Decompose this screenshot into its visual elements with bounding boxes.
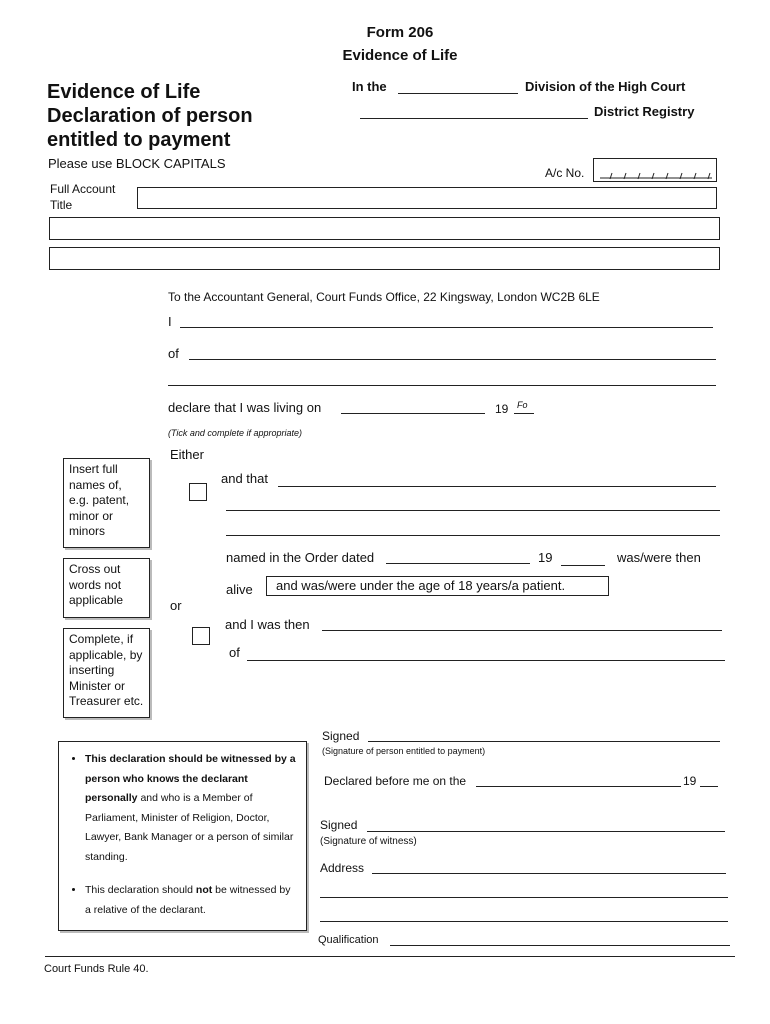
declared-year-label: 19 [683, 774, 697, 788]
and-that-field-1[interactable] [278, 486, 716, 487]
district-field[interactable] [360, 118, 588, 119]
district-label: District Registry [594, 104, 695, 119]
either-checkbox[interactable] [189, 483, 207, 501]
declared-date-field[interactable] [476, 786, 681, 787]
and-that-label: and that [221, 471, 268, 486]
title-line-3: entitled to payment [47, 129, 231, 151]
declarant-name-field[interactable] [180, 327, 713, 328]
witness-signature-caption: (Signature of witness) [320, 836, 417, 847]
order-year-label: 19 [538, 550, 553, 565]
living-on-label: declare that I was living on [168, 400, 322, 415]
account-title-field-1[interactable] [137, 187, 717, 209]
form-name: Evidence of Life [342, 47, 458, 64]
complete-if-note: Complete, if applicable, by inserting Minister or Treasurer etc. [63, 628, 150, 718]
qualification-field[interactable] [390, 945, 730, 946]
qualification-label: Qualification [318, 934, 379, 946]
witness-address-field-3[interactable] [320, 921, 728, 922]
witness-address-field-1[interactable] [372, 873, 726, 874]
and-i-was-then-label: and I was then [225, 617, 310, 632]
witness-signed-label: Signed [320, 818, 358, 832]
account-title-field-3[interactable] [49, 247, 720, 270]
in-the-label: In the [352, 79, 387, 94]
account-title-field-2[interactable] [49, 217, 720, 240]
title-line-2: Declaration of person [47, 105, 253, 127]
declarant-address-field-2[interactable] [168, 385, 716, 386]
payee-signature-field[interactable] [368, 741, 720, 742]
witness-notes-list [67, 750, 298, 920]
tick-note: (Tick and complete if appropriate) [168, 428, 302, 438]
account-number-dividers [594, 159, 716, 181]
living-year-field[interactable] [514, 413, 534, 414]
or-label: or [170, 598, 182, 613]
living-date-field[interactable] [341, 413, 485, 414]
order-date-field[interactable] [386, 563, 530, 564]
title-line-1: Evidence of Life [47, 81, 201, 103]
cross-out-note: Cross out words not applicable [63, 558, 150, 618]
account-number-label: A/c No. [545, 166, 585, 180]
either-label: Either [170, 447, 204, 462]
division-label: Division of the High Court [525, 79, 686, 94]
and-that-field-2[interactable] [226, 510, 720, 511]
insert-names-note: Insert full names of, e.g. patent, minor or minors [63, 458, 150, 548]
declared-before-label: Declared before me on the [324, 774, 467, 788]
or-checkbox[interactable] [192, 627, 210, 645]
witness-signature-field[interactable] [367, 831, 725, 832]
page-title [47, 80, 253, 152]
capacity-field[interactable] [322, 630, 722, 631]
and-that-field-3[interactable] [226, 535, 720, 536]
capacity-of-field[interactable] [247, 660, 725, 661]
declarant-address-field-1[interactable] [189, 359, 716, 360]
division-field[interactable] [398, 93, 518, 94]
witness-note-1: • This declaration should be witnessed by a person who knows the declarant personally and who is a Member of Parliament, Minister of Religion, Doctor, Lawyer, Bank Manager or a person of similar standing. [85, 750, 298, 867]
of-label-2: of [229, 645, 240, 660]
address-label: Address [320, 861, 365, 875]
alive-label: alive [226, 582, 253, 597]
witness-note-2: • This declaration should not be witnessed by a relative of the declarant. [85, 881, 298, 920]
footer-rule [45, 956, 735, 957]
account-title-label: Full Account Title [50, 182, 116, 212]
witness-address-field-2[interactable] [320, 897, 728, 898]
signed-label: Signed [322, 729, 360, 743]
fo-label: Fo [517, 400, 528, 410]
form-number: Form 206 [366, 24, 434, 41]
payee-signature-caption: (Signature of person entitled to payment) [322, 746, 486, 756]
was-were-then-label: was/were then [617, 550, 701, 565]
declared-year-field[interactable] [700, 786, 718, 787]
block-capitals-note: Please use BLOCK CAPITALS [48, 156, 226, 171]
named-in-order-label: named in the Order dated [226, 550, 375, 565]
footer-rule-text: Court Funds Rule 40. [44, 963, 149, 975]
living-year-label: 19 [495, 402, 509, 416]
account-number-field[interactable] [593, 158, 717, 182]
addressee-text: To the Accountant General, Court Funds Office, 22 Kingsway, London WC2B 6LE [168, 290, 600, 304]
witness-notes-box [58, 741, 307, 931]
under-age-option[interactable]: and was/were under the age of 18 years/a patient. [266, 576, 609, 596]
declarant-i-label: I [168, 314, 172, 329]
order-year-field[interactable] [561, 565, 605, 566]
declarant-of-label: of [168, 346, 179, 361]
